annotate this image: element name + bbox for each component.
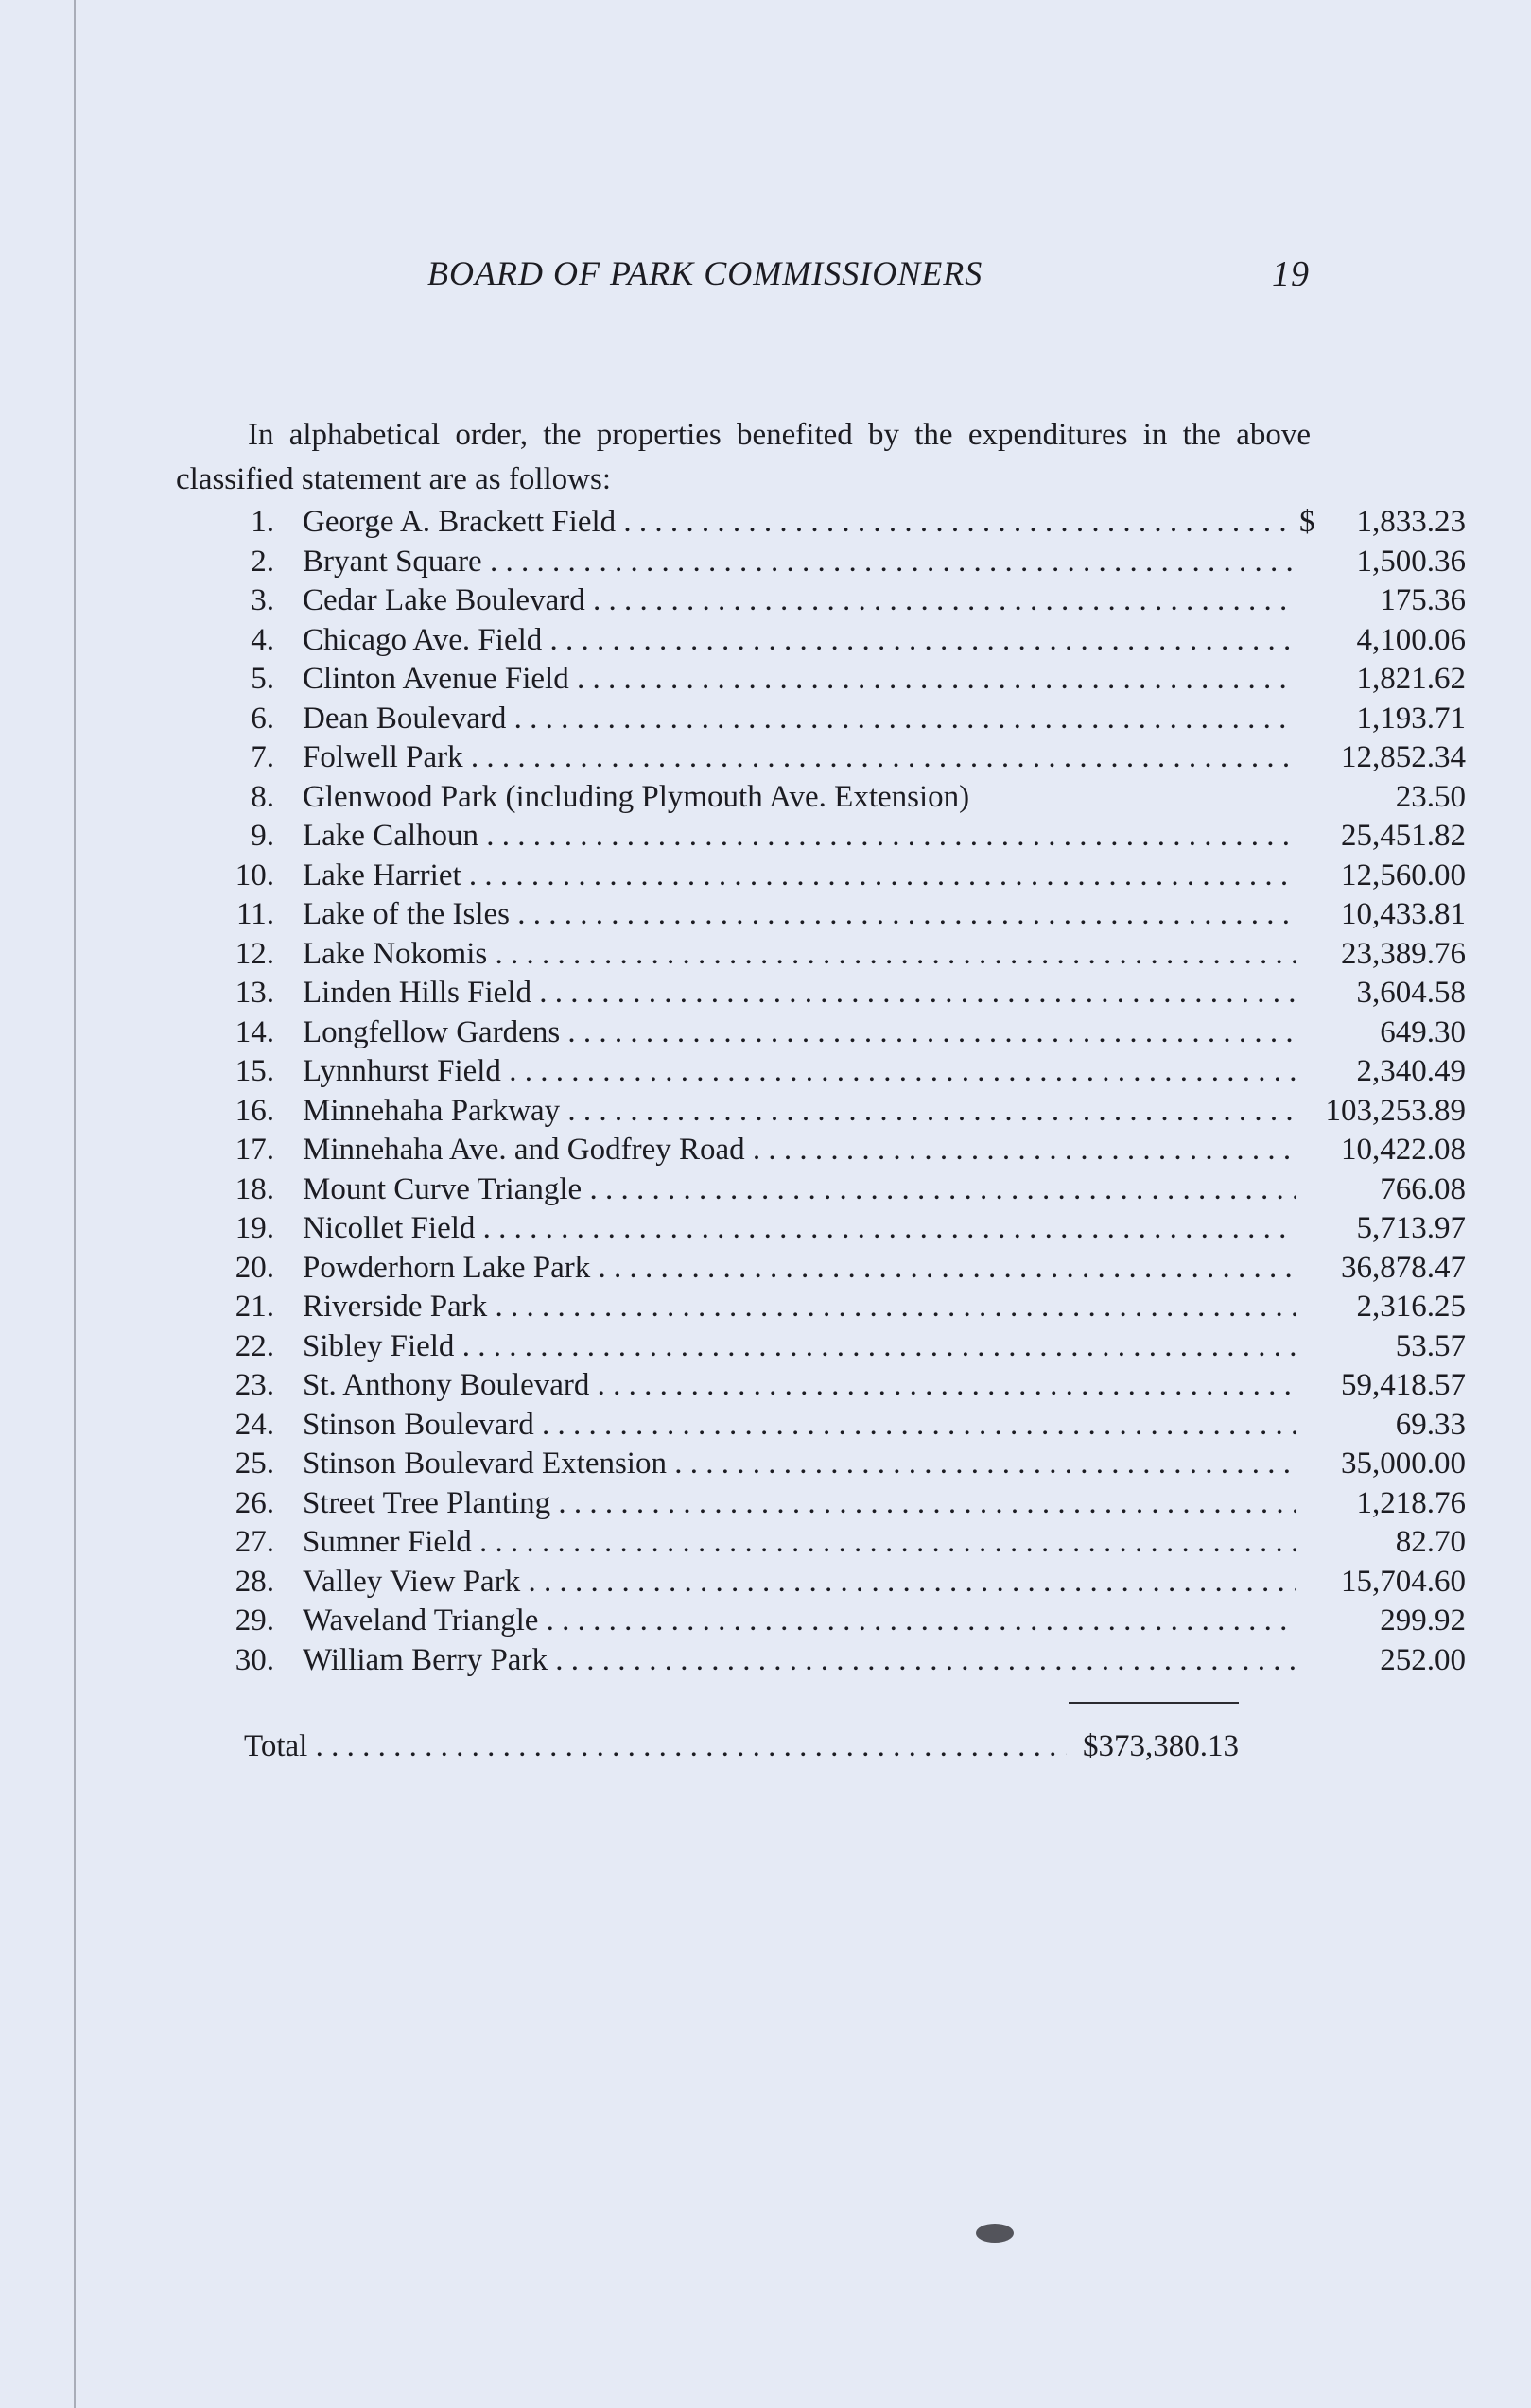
total-label: Total . . . bbox=[244, 1726, 1067, 1766]
item-number: 4. bbox=[251, 622, 274, 657]
item-amount: 1,218.76 bbox=[1314, 1484, 1466, 1524]
list-item bbox=[227, 1523, 1466, 1563]
item-number: 20. bbox=[235, 1250, 274, 1285]
item-number: 29. bbox=[235, 1603, 274, 1637]
list-item bbox=[227, 700, 1466, 739]
list-item bbox=[227, 1209, 1466, 1249]
list-item bbox=[227, 581, 1466, 621]
item-number: 22. bbox=[235, 1328, 274, 1363]
item-amount: 2,316.25 bbox=[1314, 1288, 1466, 1327]
item-number: 12. bbox=[235, 936, 274, 971]
list-item bbox=[227, 778, 1466, 818]
item-amount: 12,852.34 bbox=[1314, 738, 1466, 778]
item-name: Minnehaha Ave. and Godfrey Road . . . bbox=[303, 1131, 1296, 1170]
list-item bbox=[227, 1249, 1466, 1289]
item-amount: 1,833.23 bbox=[1314, 503, 1466, 543]
item-number: 16. bbox=[235, 1093, 274, 1128]
item-number: 19. bbox=[235, 1211, 274, 1245]
property-list bbox=[227, 503, 1466, 1680]
item-amount: 3,604.58 bbox=[1314, 974, 1466, 1013]
item-name: Dean Boulevard . . . bbox=[303, 700, 1296, 739]
item-amount: 10,422.08 bbox=[1314, 1131, 1466, 1170]
item-number: 3. bbox=[251, 583, 274, 617]
item-amount: 59,418.57 bbox=[1314, 1366, 1466, 1406]
item-number: 5. bbox=[251, 662, 274, 696]
item-number: 15. bbox=[235, 1054, 274, 1088]
item-amount: 649.30 bbox=[1314, 1013, 1466, 1053]
item-name: Bryant Square . . . bbox=[303, 543, 1296, 582]
item-name: Glenwood Park (including Plymouth Ave. Extension) bbox=[303, 779, 970, 814]
list-item bbox=[227, 895, 1466, 935]
item-amount: 25,451.82 bbox=[1314, 817, 1466, 857]
item-amount: 5,713.97 bbox=[1314, 1209, 1466, 1249]
list-item bbox=[227, 621, 1466, 661]
list-item bbox=[227, 935, 1466, 975]
item-amount: 23,389.76 bbox=[1314, 935, 1466, 975]
item-name: Riverside Park . . . bbox=[303, 1288, 1296, 1327]
item-amount: 10,433.81 bbox=[1314, 895, 1466, 935]
item-amount: 36,878.47 bbox=[1314, 1249, 1466, 1289]
list-item bbox=[227, 857, 1466, 896]
item-number: 11. bbox=[235, 897, 274, 931]
item-number: 27. bbox=[235, 1525, 274, 1559]
item-name: St. Anthony Boulevard . . . bbox=[303, 1366, 1296, 1406]
list-item bbox=[227, 1288, 1466, 1327]
total-amount: $373,380.13 bbox=[1069, 1726, 1239, 1766]
item-amount: 23.50 bbox=[1314, 778, 1466, 818]
item-name: Clinton Avenue Field . . . bbox=[303, 660, 1296, 700]
item-number: 25. bbox=[235, 1447, 274, 1481]
item-amount: 1,821.62 bbox=[1314, 660, 1466, 700]
list-item bbox=[227, 1013, 1466, 1053]
item-name: Lake Nokomis . . . bbox=[303, 935, 1296, 975]
item-number: 8. bbox=[251, 779, 274, 814]
item-name: Sumner Field . . . bbox=[303, 1523, 1296, 1563]
list-item bbox=[227, 1327, 1466, 1367]
item-amount: 299.92 bbox=[1314, 1602, 1466, 1641]
list-item bbox=[227, 1563, 1466, 1602]
item-name: Lake of the Isles . . . bbox=[303, 895, 1296, 935]
page-number: 19 bbox=[1272, 254, 1310, 294]
list-item bbox=[227, 1602, 1466, 1641]
item-amount: 175.36 bbox=[1314, 581, 1466, 621]
currency-symbol: $ bbox=[1299, 505, 1315, 539]
list-item bbox=[227, 1406, 1466, 1446]
item-name: Waveland Triangle . . . bbox=[303, 1602, 1296, 1641]
list-item bbox=[227, 1366, 1466, 1406]
list-item bbox=[227, 1445, 1466, 1484]
item-name: Longfellow Gardens . . . bbox=[303, 1013, 1296, 1053]
item-number: 24. bbox=[235, 1407, 274, 1442]
list-item bbox=[227, 1092, 1466, 1132]
item-name: Lake Harriet . . . bbox=[303, 857, 1296, 896]
list-item bbox=[227, 503, 1466, 543]
item-name: Sibley Field . . . bbox=[303, 1327, 1296, 1367]
item-amount: 82.70 bbox=[1314, 1523, 1466, 1563]
page-header bbox=[0, 253, 1531, 301]
item-amount: 103,253.89 bbox=[1314, 1092, 1466, 1132]
item-name: Chicago Ave. Field . . . bbox=[303, 621, 1296, 661]
item-amount: 69.33 bbox=[1314, 1406, 1466, 1446]
ink-smudge bbox=[976, 2224, 1014, 2243]
item-name: Street Tree Planting . . . bbox=[303, 1484, 1296, 1524]
intro-paragraph: In alphabetical order, the properties benefited by the expenditures in the above classified statement are as follows: bbox=[176, 418, 1311, 496]
item-amount: 4,100.06 bbox=[1314, 621, 1466, 661]
item-number: 28. bbox=[235, 1564, 274, 1599]
item-name: Nicollet Field . . . bbox=[303, 1209, 1296, 1249]
total-rule bbox=[1069, 1702, 1239, 1704]
item-name: William Berry Park . . . bbox=[303, 1641, 1296, 1681]
item-name: Minnehaha Parkway . . . bbox=[303, 1092, 1296, 1132]
page-margin-line bbox=[74, 0, 76, 2408]
item-amount: 35,000.00 bbox=[1314, 1445, 1466, 1484]
item-name: George A. Brackett Field . . . bbox=[303, 503, 1296, 543]
item-number: 21. bbox=[235, 1290, 274, 1324]
item-amount: 12,560.00 bbox=[1314, 857, 1466, 896]
item-amount: 766.08 bbox=[1314, 1170, 1466, 1210]
item-name: Valley View Park . . . bbox=[303, 1563, 1296, 1602]
item-amount: 2,340.49 bbox=[1314, 1052, 1466, 1092]
item-number: 6. bbox=[251, 701, 274, 736]
item-name: Stinson Boulevard Extension . . . bbox=[303, 1445, 1296, 1484]
item-number: 9. bbox=[251, 819, 274, 853]
item-number: 30. bbox=[235, 1642, 274, 1677]
running-head-title: BOARD OF PARK COMMISSIONERS bbox=[427, 254, 983, 292]
item-amount: 1,193.71 bbox=[1314, 700, 1466, 739]
item-name: Linden Hills Field . . . bbox=[303, 974, 1296, 1013]
item-amount: 1,500.36 bbox=[1314, 543, 1466, 582]
list-item bbox=[227, 660, 1466, 700]
list-item bbox=[227, 974, 1466, 1013]
item-amount: 53.57 bbox=[1314, 1327, 1466, 1367]
item-name: Cedar Lake Boulevard . . . bbox=[303, 581, 1296, 621]
list-item bbox=[227, 1484, 1466, 1524]
item-number: 23. bbox=[235, 1368, 274, 1402]
item-number: 13. bbox=[235, 976, 274, 1010]
item-name: Powderhorn Lake Park . . . bbox=[303, 1249, 1296, 1289]
item-name: Folwell Park . . . bbox=[303, 738, 1296, 778]
item-name: Mount Curve Triangle . . . bbox=[303, 1170, 1296, 1210]
item-name: Lynnhurst Field . . . bbox=[303, 1052, 1296, 1092]
item-number: 7. bbox=[251, 740, 274, 774]
item-number: 17. bbox=[235, 1133, 274, 1167]
item-number: 1. bbox=[251, 505, 274, 539]
list-item bbox=[227, 1131, 1466, 1170]
item-name: Lake Calhoun . . . bbox=[303, 817, 1296, 857]
list-item bbox=[227, 817, 1466, 857]
list-item bbox=[227, 738, 1466, 778]
item-number: 18. bbox=[235, 1171, 274, 1206]
list-item bbox=[227, 1170, 1466, 1210]
item-name: Stinson Boulevard . . . bbox=[303, 1406, 1296, 1446]
list-item bbox=[227, 1641, 1466, 1681]
item-amount: 15,704.60 bbox=[1314, 1563, 1466, 1602]
item-number: 2. bbox=[251, 544, 274, 579]
item-amount: 252.00 bbox=[1314, 1641, 1466, 1681]
list-item bbox=[227, 543, 1466, 582]
item-number: 14. bbox=[235, 1014, 274, 1049]
list-item bbox=[227, 1052, 1466, 1092]
item-number: 26. bbox=[235, 1485, 274, 1520]
item-number: 10. bbox=[235, 858, 274, 892]
total-row bbox=[244, 1726, 1239, 1766]
